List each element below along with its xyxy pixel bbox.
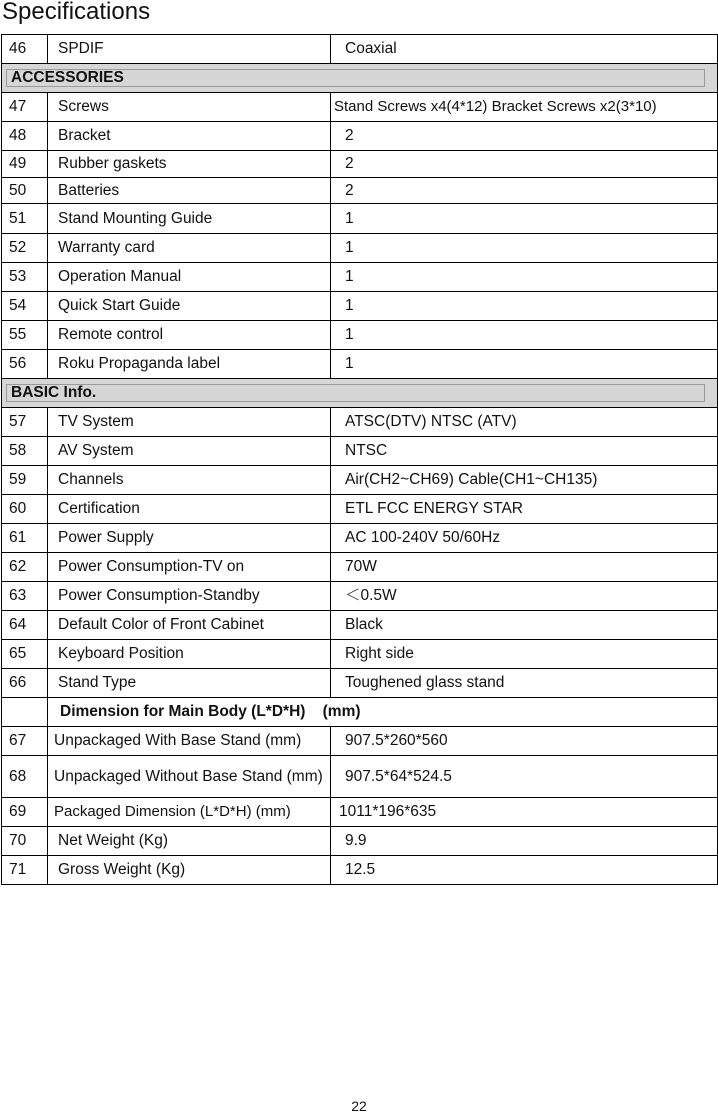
row-label: Packaged Dimension (L*D*H) (mm)	[48, 798, 331, 827]
row-label: Quick Start Guide	[48, 292, 331, 321]
table-row	[2, 408, 718, 437]
row-label: Keyboard Position	[48, 640, 331, 669]
row-value: AC 100-240V 50/60Hz	[331, 524, 718, 553]
row-value: 1	[331, 263, 718, 292]
row-value: Air(CH2~CH69) Cable(CH1~CH135)	[331, 466, 718, 495]
row-label: Remote control	[48, 321, 331, 350]
row-label: Bracket	[48, 122, 331, 151]
row-label: Unpackaged Without Base Stand (mm)	[48, 756, 331, 798]
row-number: 51	[2, 204, 48, 234]
row-value: NTSC	[331, 437, 718, 466]
table-row	[2, 495, 718, 524]
row-number: 67	[2, 727, 48, 756]
row-label: Stand Type	[48, 669, 331, 698]
table-row	[2, 93, 718, 122]
table-row	[2, 151, 718, 178]
row-value: Right side	[331, 640, 718, 669]
row-number: 46	[2, 35, 48, 64]
row-number: 52	[2, 234, 48, 263]
row-number: 49	[2, 151, 48, 178]
row-number: 63	[2, 582, 48, 611]
row-value: 12.5	[331, 856, 718, 885]
row-number: 55	[2, 321, 48, 350]
table-row	[2, 35, 718, 64]
table-row	[2, 553, 718, 582]
row-number: 47	[2, 93, 48, 122]
row-label: Warranty card	[48, 234, 331, 263]
page-title: Specifications	[2, 0, 151, 25]
row-value: Toughened glass stand	[331, 669, 718, 698]
row-label: Batteries	[48, 178, 331, 204]
row-value: 70W	[331, 553, 718, 582]
row-label: Net Weight (Kg)	[48, 827, 331, 856]
row-label: Rubber gaskets	[48, 151, 331, 178]
row-number: 70	[2, 827, 48, 856]
table-row	[2, 321, 718, 350]
row-label: TV System	[48, 408, 331, 437]
row-label: Default Color of Front Cabinet	[48, 611, 331, 640]
row-value: 1	[331, 234, 718, 263]
row-number: 64	[2, 611, 48, 640]
row-label: SPDIF	[48, 35, 331, 64]
row-value: 1	[331, 292, 718, 321]
row-label: Power Consumption-TV on	[48, 553, 331, 582]
table-row	[2, 611, 718, 640]
row-label: Stand Mounting Guide	[48, 204, 331, 234]
table-row	[2, 582, 718, 611]
row-number: 68	[2, 756, 48, 798]
row-label: Channels	[48, 466, 331, 495]
row-value: 1	[331, 321, 718, 350]
row-number: 62	[2, 553, 48, 582]
table-row	[2, 350, 718, 379]
row-value: ＜0.5W	[331, 582, 718, 611]
specifications-table	[1, 34, 718, 885]
row-number: 56	[2, 350, 48, 379]
row-value: 1	[331, 350, 718, 379]
row-number: 60	[2, 495, 48, 524]
row-label: Power Supply	[48, 524, 331, 553]
table-row	[2, 263, 718, 292]
row-value: Coaxial	[331, 35, 718, 64]
row-label: Unpackaged With Base Stand (mm)	[48, 727, 331, 756]
row-label: Screws	[48, 93, 331, 122]
table-row	[2, 122, 718, 151]
table-row	[2, 178, 718, 204]
section-header-accessories	[2, 64, 718, 93]
row-value: ETL FCC ENERGY STAR	[331, 495, 718, 524]
row-value: Stand Screws x4(4*12) Bracket Screws x2(3*10)	[331, 93, 718, 122]
row-label: Gross Weight (Kg)	[48, 856, 331, 885]
table-row	[2, 524, 718, 553]
row-label: Certification	[48, 495, 331, 524]
row-value: 2	[331, 178, 718, 204]
row-number: 58	[2, 437, 48, 466]
table-row	[2, 437, 718, 466]
row-number: 65	[2, 640, 48, 669]
row-label: AV System	[48, 437, 331, 466]
row-value: 2	[331, 151, 718, 178]
row-number: 71	[2, 856, 48, 885]
row-value: 9.9	[331, 827, 718, 856]
row-label: Operation Manual	[48, 263, 331, 292]
row-value: 1	[331, 204, 718, 234]
table-row	[2, 669, 718, 698]
section-title: ACCESSORIES	[6, 69, 705, 87]
row-number: 48	[2, 122, 48, 151]
table-row	[2, 234, 718, 263]
section-title: BASIC Info.	[6, 384, 705, 402]
row-value: ATSC(DTV) NTSC (ATV)	[331, 408, 718, 437]
page-number: 22	[351, 1098, 367, 1114]
row-number: 54	[2, 292, 48, 321]
row-label: Roku Propaganda label	[48, 350, 331, 379]
row-label: Power Consumption-Standby	[48, 582, 331, 611]
row-number: 57	[2, 408, 48, 437]
dimension-heading: Dimension for Main Body (L*D*H) (mm)	[48, 698, 718, 727]
row-number: 69	[2, 798, 48, 827]
table-row	[2, 827, 718, 856]
row-value: 907.5*64*524.5	[331, 756, 718, 798]
table-row	[2, 640, 718, 669]
table-row	[2, 798, 718, 827]
table-row	[2, 756, 718, 798]
empty-cell	[2, 698, 48, 727]
row-number: 66	[2, 669, 48, 698]
row-number: 59	[2, 466, 48, 495]
row-number: 53	[2, 263, 48, 292]
table-row	[2, 856, 718, 885]
table-row	[2, 727, 718, 756]
section-header-basic-info	[2, 379, 718, 408]
row-number: 61	[2, 524, 48, 553]
row-number: 50	[2, 178, 48, 204]
table-row	[2, 204, 718, 234]
table-row	[2, 466, 718, 495]
row-value: Black	[331, 611, 718, 640]
row-value: 1011*196*635	[331, 798, 718, 827]
row-value: 2	[331, 122, 718, 151]
dimension-heading-row	[2, 698, 718, 727]
table-row	[2, 292, 718, 321]
row-value: 907.5*260*560	[331, 727, 718, 756]
